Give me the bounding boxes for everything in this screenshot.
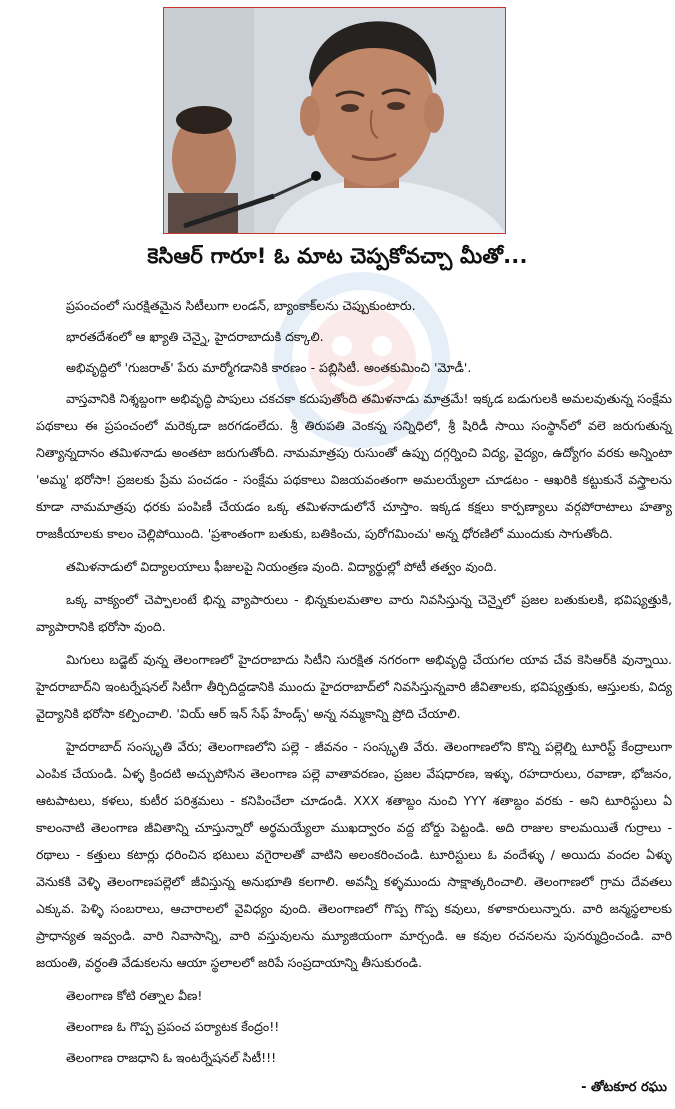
article-paragraph: హైదరాబాద్ సంస్కృతి వేరు; తెలంగాణలోని పల్లె - జీవనం - సంస్కృతి వేరు. తెలంగాణలోని కొన్ని పల్లెల్ని టూరిస్ట్ కేంద్రాలుగా ఎంపిక చేయండి. ఏళ్ళ క్రిందటి అచ్చుపోసిన తెలంగాణ పల్లె వాతావరణం, ప్రజల వేషధారణ, ఇళ్ళు, రహదారులు, రవాణా, భోజనం, ఆటపాటలు, కళలు, కుటీర పరిశ్రమలు - కనిపించేలా చూడండి. XXX శతాబ్దం నుంచి YYY శతాబ్దం వరకు - అని టూరిస్టులు ఏ కాలంనాటి తెలంగాణ జీవితాన్ని చూస్తున్నారో అర్థమయ్యేలా ముఖద్వారం వద్ద బోర్డు పెట్టండి. అది రాజుల కాలమయితే గుర్రాలు - రథాలు - కత్తులు కటార్లు ధరించిన భటులు వగైరాలతో వాటిని అలంకరించండి. టూరిస్టులు ఓ వందేళ్ళు / అయిదు వందల ఏళ్ళు వెనుకకి వెళ్ళి తెలంగాణపల్లెలో జీవిస్తున్న అనుభూతి కలగాలి. అవన్నీ కళ్ళముందు సాక్షాత్కరించాలి. తెలంగాణలో గ్రామ దేవతలు ఎక్కువ. పెళ్ళి సంబరాలు, ఆచారాలలో వైవిధ్యం వుంది. తెలంగాణలో గొప్ప గొప్ప కవులు, కళాకారులున్నారు. వారి జన్మస్థలాలకు ప్రాధాన్యత ఇవ్వండి. వారి నివాసాన్ని, వారి వస్తువులను మ్యూజియంగా మార్చండి. ఆ కవుల రచనలను పునర్ముద్రించండి. వారి జయంతి, వర్ధంతి వేడుకలను ఆయా స్థలాలలో జరిపే సంప్రదాయాన్ని తీసుకురండి. [36,739,672,970]
article-paragraph: అభివృద్ధిలో 'గుజరాత్' పేరు మార్మోగడానికి కారణం - పబ్లిసిటీ. అంతకుమించి 'మోడీ'. [66,360,472,375]
article-paragraph: భారతదేశంలో ఆ ఖ్యాతి చెన్నై, హైదరాబాదుకి దక్కాలి. [66,329,324,344]
closing-slogan: తెలంగాణ కోటి రత్నాల వీణ! [66,988,203,1003]
article-paragraph: వాస్తవానికి నిశ్శబ్దంగా అభివృద్ధి పాపులు చకచకా కదుపుతోంది తమిళనాడు మాత్రమే! ఇక్కడ బడుగులకి అమలవుతున్న సంక్షేమ పథకాలు ఈ ప్రపంచంలో మరెక్కడా జరగడంలేదు. శ్రీ తిరుపతి వెంకన్న సన్నిధిలో, శ్రీ షిరిడీ సాయి సంస్థాన్‌లో వలె జరుగుతున్న నిత్యాన్నదానం తమిళనాడు అంతటా జరుగుతోంది. నామమాత్రపు రుసుంతో ఉప్పు దగ్గర్నించి విద్య, వైద్యం, ఉద్యోగం వరకు అన్నింటా 'అమ్మ' భరోసా! ప్రజలకు ప్రేమ పంచడం - సంక్షేమ పథకాలు విజయవంతంగా అమలయ్యేలా చూడటం - ఆఖరికి కట్టుకునే వస్త్రాలను కూడా నామమాత్రపు ధరకు పంపిణీ చేయడం ఒక్క తమిళనాడులోనే చూస్తాం. ఇక్కడ కక్షలు కార్పణ్యాలు వర్గపోరాటాలు హత్యా రాజకీయాలకు కాలం చెల్లిపోయింది. 'ప్రశాంతంగా బతుకు, బతికించు, పురోగమించు' అన్న ధోరణిలో ముందుకు సాగుతోంది. [36,391,672,541]
article-paragraph: ఒక్క వాక్యంలో చెప్పాలంటే భిన్న వ్యాపారులు - భిన్నకులమతాల వారు నివసిస్తున్న చెన్నైలో ప్రజల బతుకులకి, భవిష్యత్తుకి, వ్యాపారానికి భరోసా వుంది. [36,592,672,634]
article-paragraph: మిగులు బడ్జెట్ వున్న తెలంగాణలో హైదరాబాదు సిటీని సురక్షిత నగరంగా అభివృద్ధి చేయగల యావ చేవ కెసిఆర్‌కి వున్నాయి. హైదరాబాద్‌ని ఇంటర్నేషనల్ సిటీగా తీర్చిదిద్దడానికి ముందు హైదరాబాద్‌లో నివసిస్తున్నవారి జీవితాలకు, భవిష్యత్తుకు, ఆస్తులకు, విద్య వైద్యానికి భరోసా కల్పించాలి. 'వియ్ ఆర్ ఇన్ సేఫ్ హేండ్స్' అన్న నమ్మకాన్ని ప్రోది చేయాలి. [36,652,672,721]
article-headline: కెసిఆర్ గారూ! ఓ మాట చెప్పకోవచ్చా మీతో... [147,244,528,268]
author-signature: - తోటకూర రఘు [581,1080,667,1095]
closing-slogan: తెలంగాణ రాజధాని ఓ ఇంటర్నేషనల్ సిటీ!!! [66,1050,277,1065]
article-paragraph: తమిళనాడులో విద్యాలయాలు ఫీజులపై నియంత్రణ వుంది. విద్యార్థుల్లో పోటీ తత్వం వుంది. [66,559,497,574]
closing-slogan: తెలంగాణ ఓ గొప్ప ప్రపంచ పర్యాటక కేంద్రం!! [66,1019,280,1034]
article-paragraph: ప్రపంచంలో సురక్షితమైన సిటీలుగా లండన్, బ్యాంకాక్‌లను చెప్పుకుంటారు. [66,298,416,313]
article-body [36,292,672,1075]
article-photo [163,7,506,234]
portrait-photo-icon [164,8,505,233]
